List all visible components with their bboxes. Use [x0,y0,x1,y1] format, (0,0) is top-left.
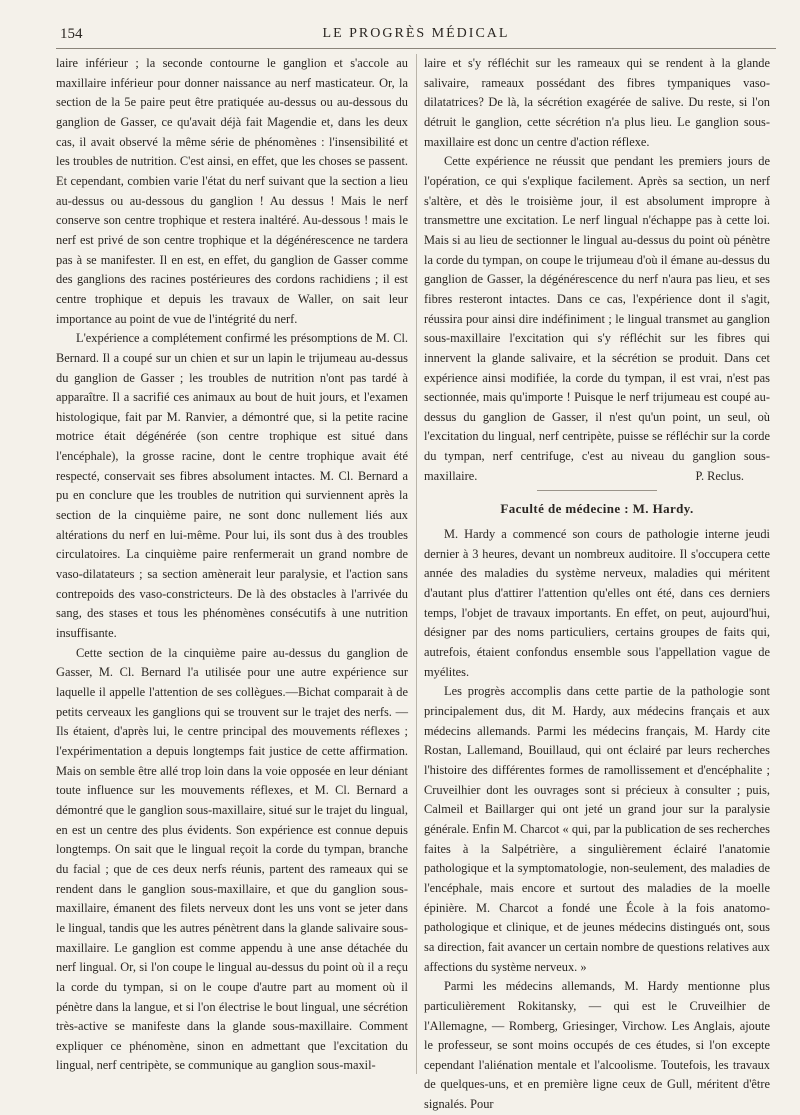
right-column [424,54,770,1115]
paragraph: M. Hardy a commencé son cours de pathologie interne jeudi dernier à 3 heures, devant un nombreux auditoire. Il s'occupera cette année des maladies du système nerveux, maladies qui méritent d'autant plus d'attirer l'attention qu'elles ont été, dans ces derniers temps, l'objet de travaux importants. En effet, on peut, aujourd'hui, désigner par des noms particuliers, certains groupes de faits qui, autrefois, étaient confondus ensemble sous l'appellation vague de myélites. [424,527,770,679]
paragraph [424,152,770,486]
left-column [56,54,408,1076]
section-separator [537,490,657,491]
paragraph: Les progrès accomplis dans cette partie de la pathologie sont principalement dus, dit M. Hardy, aux médecins français et aux médecins allemands. Parmi les médecins français, M. Hardy cite Rostan, Lallemand, Bouillaud, qui ont éclairé par leurs recherches l'histoire des différentes formes de ramollissement et d'encéphalite ; Cruveilhier dont les ouvrages sont si précieux à consulter ; puis, Calmeil et Baillarger qui ont jeté un grand jour sur la paralysie générale. Enfin M. Charcot « qui, par la publication de ses recherches faites à la Salpétrière, a singulièrement éclairé l'anatomie pathologique et la symptomatologie, non-seulement, des maladies de l'encéphale, mais encore et surtout des maladies de la moelle épinière. M. Charcot a fondé une École à la fois anatomo-pathologique et clinique, et de jeunes médecins distingués ont, sous sa direction, fait avancer un certain nombre de questions relatives aux affections du système nerveux. » [424,684,770,974]
paragraph: Parmi les médecins allemands, M. Hardy mentionne plus particulièrement Rokitansky, — qui est le Cruveilhier de l'Allemagne, — Romberg, Griesinger, Virchow. Les Anglais, ajoute le professeur, se sont moins occupés de ces études, si l'on excepte cependant l'aliénation mentale et l'alcoolisme. Toutefois, les travaux de quelques-uns, et en première ligne ceux de Gull, méritent d'être signalés. Pour [424,979,770,1112]
paragraph: Cette section de la cinquième paire au-dessus du ganglion de Gasser, M. Cl. Bernard l'a utilisée pour une autre expérience sur laquelle il appelle l'attention de ses collègues.—Bichat comparait à de petits cerveaux les ganglions qui se trouvent sur le trajet des nerfs. — Ils étaient, d'après lui, le centre principal des mouvements réflexes ; l'expérimentation a depuis longtemps fait justice de cette affirmation. Mais on semble être allé trop loin dans la voie opposée en leur déniant toute influence sur les mouvements réflexes, et M. Cl. Bernard a démontré que le ganglion sous-maxillaire, situé sur le trajet du lingual, en est un centre des plus évidents. Son expérience est connue depuis longtemps. On sait que le lingual reçoit la corde du tympan, branche du facial ; que de ces deux nerfs réunis, partent des rameaux qui se rendent dans le ganglion sous-maxillaire, et que du ganglion sous-maxillaire, émanent des filets nerveux dont les uns vont se jeter dans le lingual, tandis que les autres pénètrent dans la glande salivaire sous-maxillaire. Le ganglion est comme appendu à une anse détachée du nerf lingual. Or, si l'on coupe le lingual au-dessus du point où il a reçu la corde du tympan, si on le coupe d'autre part au moment où il pénètre dans la langue, et si l'on électrise le bout lingual, une sécrétion très-active se manifeste dans la glande sous-maxillaire. Comment expliquer ce phénomène, sinon en admettant que l'excitation du lingual, nerf centripète, se communique au ganglion sous-maxil- [56,645,408,1073]
page-number: 154 [60,26,83,42]
author-signature: P. Reclus. [695,468,744,483]
paragraph-text: Cette expérience ne réussit que pendant les premiers jours de l'opération, ce qui s'explique facilement. Après sa section, un nerf s'altère, et dès le troisième jour, il est absolument impropre à transmettre une excitation. Le nerf lingual n'échappe pas à cette loi. Mais si au lieu de sectionner le lingual au-dessus du point où pénètre la corde du tympan, on coupe le trijumeau d'où il émane au-dessus du ganglion de Gasser, la dégénérescence du nerf n'aura pas lieu, et ses fibres resteront intactes. Dans ce cas, l'expérience dont il s'agit, réussira pour ainsi dire indéfiniment ; le lingual transmet au ganglion sous-maxillaire l'excitation qui s'y réfléchit sur les fibres qui innervent la glande salivaire, et la sécrétion se produit. Dans cet expérience ainsi modifiée, la corde du tympan, il est vrai, n'est pas sectionnée, mais qu'importe ! Puisque le nerf trijumeau est coupé au-dessus du ganglion de Gasser, il n'est qu'un point, un seul, où l'excitation du lingual, nerf centripète, puisse se réfléchir sur la corde du tympan, nerf centrifuge, c'est au niveau du ganglion sous-maxillaire. [424,154,770,483]
page-header [56,22,776,49]
running-title: LE PROGRÈS MÉDICAL [322,26,510,41]
column-divider [416,54,417,1074]
paragraph: laire et s'y réfléchit sur les rameaux qui se rendent à la glande salivaire, rameaux possédant des fibres tympaniques vaso-dilatatrices? De là, la sécrétion exagérée de salive. Du reste, si l'on détruit le ganglion, cette sécrétion n'a plus lieu. Le ganglion sous-maxillaire est donc un centre d'action réflexe. [424,56,770,149]
paragraph: L'expérience a complétement confirmé les présomptions de M. Cl. Bernard. Il a coupé sur un chien et sur un lapin le trijumeau au-dessus du ganglion de Gasser ; les troubles de nutrition n'ont pas tardé à apparaître. Il a sacrifié ces animaux au bout de huit jours, et l'examen histologique, fait par M. Ranvier, a démontré que, si la petite racine motrice était dégénérée (son centre trophique est situé dans l'encéphale), la grosse racine, dont le centre trophique avait été respecté, conservait ses fibres absolument intactes. M. Cl. Bernard a pu en conclure que les troubles de nutrition qui surviennent après la section de la cinquième paire, ne sont donc nullement liés aux altérations du nerf en lui-même. Pour lui, ils sont dus à des troubles circulatoires. La cinquième paire renfermerait un grand nombre de vaso-dilatateurs ; sa section amènerait leur paralysie, et l'action sans contrepoids des vaso-constricteurs. De là des obstacles à l'arrivée du sang, des stases et tous les phénomènes consécutifs à une nutrition insuffisante. [56,331,408,641]
section-title: Faculté de médecine : M. Hardy. [500,501,694,517]
paragraph: laire inférieur ; la seconde contourne le ganglion et s'accole au maxillaire inférieur pour donner naissance au nerf masticateur. Or, la section de la 5e paire peut être pratiquée au-dessus ou au-dessous du ganglion de Gasser, ce qu'avait déjà fait Magendie et, dans les deux cas, il avait observé la même série de phénomènes : l'insensibilité et les troubles de nutrition. C'est ainsi, en effet, que les choses se passent. Et cependant, combien varie l'état du nerf suivant que la section a lieu au-dessus ou au-dessous du ganglion ! Au dessus ! Mais le nerf conserve son centre trophique et restera inaltéré. Au-dessous ! mais le nerf est privé de son centre trophique et la dégénérescence ne tardera pas à se manifester. Il en est, en effet, du ganglion de Gasser comme des ganglions des racines postérieures des cordons rachidiens ; il est centre trophique et depuis les travaux de Waller, on sait leur importance au point de vue de l'intégrité du nerf. [56,56,408,326]
